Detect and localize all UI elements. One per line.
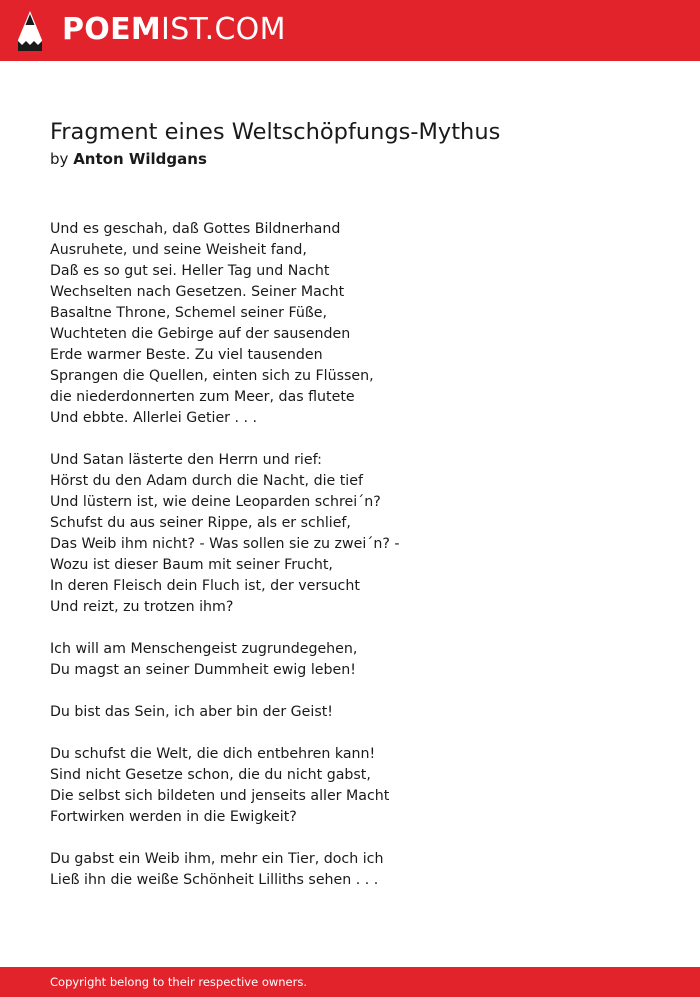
poem-line: Daß es so gut sei. Heller Tag und Nacht: [50, 263, 330, 279]
poem-line: Basaltne Throne, Schemel seiner Füße,: [50, 305, 328, 321]
poem-line: Hörst du den Adam durch die Nacht, die tief: [50, 473, 363, 489]
poem-line: Ließ ihn die weiße Schönheit Lilliths sehen . . .: [50, 872, 379, 888]
poem-line: Fortwirken werden in die Ewigkeit?: [50, 809, 297, 825]
poem-line: Und ebbte. Allerlei Getier . . .: [50, 410, 258, 426]
byline: [50, 149, 207, 169]
footer-bar: [0, 967, 700, 997]
header-bar: [0, 0, 700, 61]
stanza: [50, 702, 670, 723]
stanza: [50, 450, 670, 618]
poem-line: Das Weib ihm nicht? - Was sollen sie zu zwei´n? -: [50, 536, 400, 552]
poem-line: In deren Fleisch dein Fluch ist, der versucht: [50, 578, 360, 594]
site-logo[interactable]: [62, 12, 286, 48]
poem-line: Und Satan lästerte den Herrn und rief:: [50, 452, 322, 468]
brand-light-text: IST.COM: [161, 12, 286, 47]
stanza: [50, 849, 670, 891]
poem-line: Sind nicht Gesetze schon, die du nicht gabst,: [50, 767, 371, 783]
poem-line: die niederdonnerten zum Meer, das flutete: [50, 389, 355, 405]
brand-bold-text: POEM: [62, 12, 162, 47]
poem-line: Wozu ist dieser Baum mit seiner Frucht,: [50, 557, 333, 573]
poem-line: Du magst an seiner Dummheit ewig leben!: [50, 662, 356, 678]
copyright-text: Copyright belong to their respective owners.: [50, 975, 308, 989]
poem-line: Und reizt, zu trotzen ihm?: [50, 599, 234, 615]
poem-line: Du schufst die Welt, die dich entbehren kann!: [50, 746, 376, 762]
poem-line: Ausruhete, und seine Weisheit fand,: [50, 242, 307, 258]
poem-line: Und es geschah, daß Gottes Bildnerhand: [50, 221, 341, 237]
stanza: [50, 219, 670, 429]
poem-line: Wuchteten die Gebirge auf der sausenden: [50, 326, 351, 342]
author-name: Anton Wildgans: [73, 150, 207, 168]
poem-line: Erde warmer Beste. Zu viel tausenden: [50, 347, 323, 363]
poem-line: Und lüstern ist, wie deine Leoparden schrei´n?: [50, 494, 381, 510]
poem-line: Ich will am Menschengeist zugrundegehen,: [50, 641, 358, 657]
stanza: [50, 639, 670, 681]
pencil-tip-icon[interactable]: [17, 10, 43, 52]
stanza: [50, 744, 670, 828]
poem-line: Du gabst ein Weib ihm, mehr ein Tier, doch ich: [50, 851, 384, 867]
poem-title: Fragment eines Weltschöpfungs-Mythus: [50, 119, 501, 145]
poem-body: [50, 219, 670, 912]
poem-line: Schufst du aus seiner Rippe, als er schlief,: [50, 515, 351, 531]
by-label: by: [50, 150, 69, 168]
poem-line: Wechselten nach Gesetzen. Seiner Macht: [50, 284, 345, 300]
poem-line: Du bist das Sein, ich aber bin der Geist!: [50, 704, 333, 720]
poem-line: Sprangen die Quellen, einten sich zu Flüssen,: [50, 368, 374, 384]
poem-line: Die selbst sich bildeten und jenseits aller Macht: [50, 788, 390, 804]
